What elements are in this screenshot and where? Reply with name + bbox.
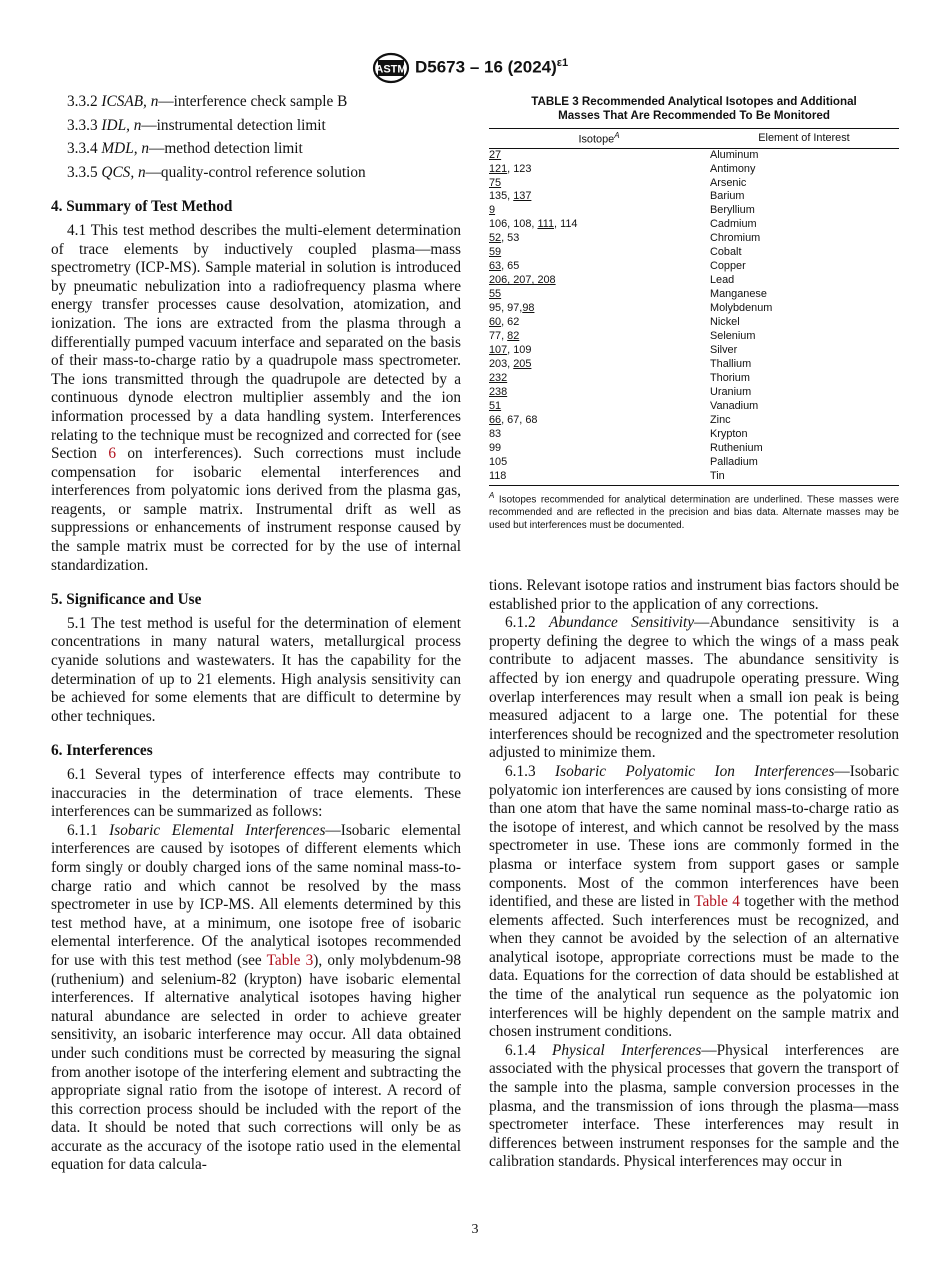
table-row: [489, 330, 899, 344]
column-header-isotope: Isotope$^A$: [489, 129, 709, 149]
element-cell: Arsenic: [710, 176, 747, 189]
table-row: [489, 218, 899, 232]
element-cell: Tin: [709, 470, 899, 485]
element-cell: Nickel: [710, 316, 740, 329]
table-row: [489, 163, 899, 177]
element-cell: Zinc: [710, 413, 731, 426]
isotope-cell: 106, 108, 111, 114: [489, 218, 578, 231]
isotope-cell: 60, 62: [489, 316, 520, 329]
element-cell: Uranium: [710, 385, 752, 398]
isotope-cell: 238: [489, 385, 508, 398]
document-id: D5673 – 16 $(2024)^{\varepsilon 1}$: [415, 57, 569, 77]
element-cell: Krypton: [710, 427, 748, 440]
element-cell: Selenium: [710, 330, 756, 343]
element-cell: Barium: [710, 190, 745, 203]
element-cell: Antimony: [710, 162, 756, 175]
definitions-list: [51, 93, 461, 182]
isotope-cell: 232: [489, 371, 508, 384]
isotope-cell: 95, 97,98: [489, 302, 535, 315]
table-row: [489, 428, 899, 442]
table-row: [489, 456, 899, 470]
element-cell: Silver: [710, 343, 738, 356]
element-cell: Palladium: [710, 455, 758, 468]
paragraph-6-1-1: 6.1.1 Isobaric Elemental Interferences—Isobaric elemental interferences are caused by isotopes of different elements which form singly or doubly charged ions of the same nominal mass-to-charge ratio and which cannot be resolved by the mass spectrometer in use by ICP-MS. All elements determined by this test method have, at a minimum, one isotope free of isobaric elemental interference. Of the analytical isotopes recommended for use with this test method (see Table 3), only molybdenum-98 (ruthenium) and selenium-82 (krypton) have isobaric elemental interferences. If alternative analytical isotopes having higher natural abundance are selected in order to achieve greater sensitivity, an isobaric interference may occur. All data obtained under such conditions must be corrected by measuring the signal from another isotope of the interfering element and subtracting the appropriate signal ratio from the isotope of interest. A record of this correction process should be included with the report of the data. It should be noted that such corrections will only be as accurate as the accuracy of the isotope ratio used in the elemental equation for data calcula-: [51, 821, 462, 1174]
isotope-cell: 52, 53: [489, 232, 520, 245]
isotope-cell: 135, 137: [489, 190, 532, 203]
table-3: [489, 95, 899, 532]
isotope-cell: 9: [489, 204, 496, 217]
table-row: [489, 148, 899, 162]
column-header-element: Element of Interest: [709, 129, 899, 149]
isotope-table: [489, 128, 899, 486]
element-cell: Cadmium: [710, 218, 757, 231]
isotope-cell: 77, 82: [489, 330, 520, 343]
isotope-cell: 206, 207, 208: [489, 274, 556, 287]
element-cell: Cobalt: [710, 246, 742, 259]
table-row: [489, 190, 899, 204]
element-cell: Molybdenum: [710, 302, 773, 315]
definition-item: 3.3.2 ICSAB, n—interference check sample B: [67, 93, 348, 110]
svg-text:ASTM: ASTM: [375, 63, 407, 76]
element-cell: Ruthenium: [710, 441, 763, 454]
table-row: [489, 470, 899, 485]
table-4-link[interactable]: Table 4: [694, 893, 740, 911]
isotope-cell: 59: [489, 246, 502, 259]
table-row: [489, 246, 899, 260]
table-row: [489, 204, 899, 218]
isotope-cell: 63, 65: [489, 260, 520, 273]
table-row: [489, 288, 899, 302]
paragraph-6-1-3: 6.1.3 Isobaric Polyatomic Ion Interferences—Isobaric polyatomic ion interferences are caused by ions consisting of more than one atom that have the same nominal mass-to-charge ratio as the isotope of interest, and which cannot be resolved by the mass spectrometer in use. These ions are commonly formed in the plasma or interface system from support gases or sample components. Most of the common interferences have been identified, and these are listed in Table 4 together with the method elements affected. Such interferences must be recognized, and when they cannot be avoided by the selection of an alternative analytical isotope, appropriate corrections must be made to the data. Equations for the correction of data should be established at the time of the analytical run sequence as the polyatomic ion interferences will be highly dependent on the sample matrix and chosen instrument conditions.: [489, 762, 899, 1041]
table-row: [489, 344, 899, 358]
isotope-cell: 66, 67, 68: [489, 413, 538, 426]
paragraph-6-1-2: 6.1.2 Abundance Sensitivity—Abundance sensitivity is a property defining the degree to which the wings of a mass peak contribute to adjacent masses. The abundance sensitivity is affected by ion energy and quadrupole operating pressure. Wing overlap interferences may result when a small ion peak is being measured adjacent to a large one. The potential for these interferences should be recognized and the spectrometer resolution adjusted to minimize them.: [489, 614, 899, 762]
isotope-cell: 105: [489, 455, 508, 468]
table-row: [489, 386, 899, 400]
element-cell: Thallium: [710, 357, 752, 370]
paragraph-6-1-4: 6.1.4 Physical Interferences—Physical interferences are associated with the physical processes that govern the transport of the sample into the plasma, sample conversion processes in the plasma, and the transmission of ions through the plasma—mass spectrometer interface. These interferences may result in differences between instrument responses for the sample and the calibration standards. Physical interferences may occur in: [489, 1041, 899, 1171]
table-row: [489, 414, 899, 428]
isotope-cell: 83: [489, 427, 502, 440]
astm-logo-icon: [372, 52, 410, 84]
table-row: [489, 302, 899, 316]
isotope-cell: 118: [489, 470, 709, 485]
left-column: [51, 93, 461, 1175]
element-cell: Manganese: [710, 288, 767, 301]
table-row: [489, 232, 899, 246]
isotope-cell: 107, 109: [489, 343, 532, 356]
paragraph-6-1-1-continued: tions. Relevant isotope ratios and instrument bias factors should be established prior to the application of any corrections.: [489, 577, 899, 613]
section-4-heading: 4. Summary of Test Method: [51, 198, 233, 216]
table-3-footnote: $^A$ Isotopes recommended for analytical determination are underlined. These masses were recommended and are reflected in the precision and bias data. Alternate masses may be used but interferences must be documented.: [489, 490, 899, 531]
element-cell: Vanadium: [710, 399, 759, 412]
isotope-cell: 27: [489, 148, 502, 161]
table-3-title: TABLE 3 Recommended Analytical Isotopes and Additional Masses That Are Recommended To Be Monitored: [531, 95, 857, 122]
element-cell: Thorium: [710, 371, 750, 384]
section-6-link[interactable]: 6: [108, 445, 116, 463]
table-row: [489, 316, 899, 330]
isotope-cell: 55: [489, 288, 502, 301]
section-6-heading: 6. Interferences: [51, 742, 153, 760]
isotope-cell: 75: [489, 176, 502, 189]
element-cell: Lead: [710, 274, 735, 287]
element-cell: Copper: [710, 260, 746, 273]
paragraph-4-1: 4.1 This test method describes the multi-element determination of trace elements by inductively coupled plasma—mass spectrometry (ICP-MS). Sample material in solution is introduced by pneumatic nebulization into a radiofrequency plasma where energy transfer processes cause desolvation, atomization, and ionization. The ions are extracted from the plasma through a differentially pumped vacuum interface and separated on the basis of their mass-to-charge ratio by a quadrupole mass spectrometer. The ions transmitted through the quadrupole are detected by a continuous dynode electron multiplier assembly and the ion information processed by a data handling system. Interferences relating to the technique must be recognized and corrected for (see Section 6 on interferences). Such corrections must include compensation for isobaric elemental interferences and interferences from polyatomic ions derived from the plasma gas, reagents, or sample matrix. Instrumental drift as well as suppressions or enhancements of instrument response caused by the sample matrix must be corrected for by the use of internal standardization.: [51, 221, 461, 574]
page-number: 3: [471, 1222, 479, 1237]
isotope-cell: 203, 205: [489, 357, 532, 370]
definition-item: 3.3.4 MDL, n—method detection limit: [67, 140, 303, 158]
table-row: [489, 274, 899, 288]
table-row: [489, 177, 899, 191]
isotope-cell: 51: [489, 399, 502, 412]
paragraph-6-1: 6.1 Several types of interference effects may contribute to inaccuracies in the determination of trace elements. These interferences can be summarized as follows:: [51, 766, 461, 821]
element-cell: Beryllium: [710, 204, 755, 217]
definition-item: 3.3.3 IDL, n—instrumental detection limit: [67, 116, 326, 134]
definition-item: 3.3.5 QCS, n—quality-control reference solution: [67, 163, 366, 181]
element-cell: Aluminum: [710, 148, 759, 161]
right-column: [489, 577, 899, 1172]
isotope-cell: 121, 123: [489, 162, 532, 175]
paragraph-5-1: 5.1 The test method is useful for the determination of element concentrations in many natural waters, metallurgical process cyanide solutions and wastewaters. It has the capability for the determination of up to 21 elements. High analysis sensitivity can be achieved for some elements that are difficult to determine by other techniques.: [51, 614, 461, 725]
table-3-link[interactable]: Table 3: [266, 951, 314, 969]
isotope-cell: 99: [489, 441, 502, 454]
table-row: [489, 442, 899, 456]
table-row: [489, 372, 899, 386]
table-row: [489, 260, 899, 274]
table-row: [489, 358, 899, 372]
section-5-heading: 5. Significance and Use: [51, 591, 202, 609]
page-header: [0, 52, 950, 84]
table-row: [489, 400, 899, 414]
element-cell: Chromium: [710, 232, 761, 245]
